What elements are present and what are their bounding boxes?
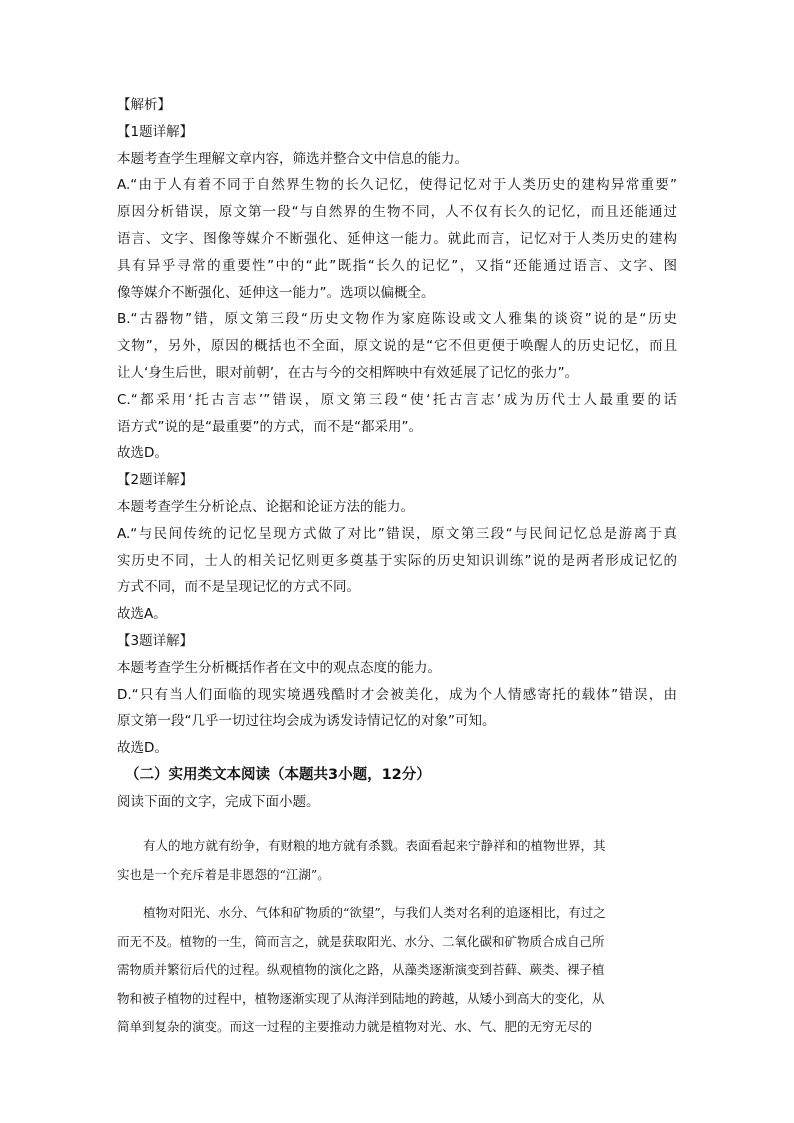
q2-line: 本题考查学生分析论点、论据和论证方法的能力。 xyxy=(117,498,414,515)
q3-header: 【3题详解】 xyxy=(117,632,194,649)
q3-answer: 故选D。 xyxy=(117,740,168,757)
q1-line: 语言、文字、图像等媒介不断强化、延伸这一能力。就此而言，记忆对于人类历史的建构 xyxy=(117,230,677,247)
q1-answer: 故选D。 xyxy=(117,445,168,462)
q1-header: 【1题详解】 xyxy=(117,123,194,140)
passage-line: 需物质并繁衍后代的过程。纵观植物的演化之路，从藻类逐渐演变到苔藓、蕨类、裸子植 xyxy=(117,962,605,977)
q1-line: A.“由于人有着不同于自然界生物的长久记忆，使得记忆对于人类历史的建构异常重要” xyxy=(117,177,677,194)
q1-line: 让人‘身生后世，眼对前朝’，在古与今的交相辉映中有效延展了记忆的张力”。 xyxy=(117,364,579,381)
passage-line: 有人的地方就有纷争，有财粮的地方就有杀戮。表面看起来宁静祥和的植物世界，其 xyxy=(143,838,606,853)
q1-line: 原因分析错误，原文第一段“与自然界的生物不同，人不仅有长久的记忆，而且还能通过 xyxy=(117,204,677,221)
q2-line: 实历史不同，士人的相关记忆则更多奠基于实际的历史知识训练”说的是两者形成记忆的 xyxy=(117,552,677,569)
reading-instruction: 阅读下面的文字，完成下面小题。 xyxy=(117,793,320,810)
passage-line: 植物对阳光、水分、气体和矿物质的“欲望”，与我们人类对名利的追逐相比，有过之 xyxy=(143,905,606,920)
q2-line: 方式不同，而不是呈现记忆的方式不同。 xyxy=(117,579,360,596)
passage-line: 物和被子植物的过程中，植物逐渐实现了从海洋到陆地的跨越，从矮小到高大的变化，从 xyxy=(117,990,605,1006)
q3-line: D.“只有当人们面临的现实境遇残酷时才会被美化，成为个人情感寄托的载体”错误，由 xyxy=(117,686,677,703)
reading-passage xyxy=(117,832,667,1042)
passage-line: 而无不及。植物的一生，简而言之，就是获取阳光、水分、二氧化碳和矿物质合成自己所 xyxy=(117,933,605,949)
q1-line: 具有异乎寻常的重要性”中的“此”既指“长久的记忆”，又指“还能通过语言、文字、图 xyxy=(117,257,677,274)
passage-line: 简单到复杂的演变。而这一过程的主要推动力就是植物对光、水、气、肥的无穷无尽的 xyxy=(117,1019,593,1034)
passage-line: 实也是一个充斥着是非恩怨的“江湖”。 xyxy=(117,866,330,882)
q1-line: 像等媒介不断强化、延伸这一能力”。选项以偏概全。 xyxy=(117,284,435,301)
q2-answer: 故选A。 xyxy=(117,606,167,623)
q1-line: 语方式”说的是“最重要”的方式，而不是“都采用”。 xyxy=(117,418,422,435)
q3-line: 原文第一段“几乎一切过往均会成为诱发诗情记忆的对象”可知。 xyxy=(117,713,496,730)
analysis-title: 【解析】 xyxy=(117,97,171,113)
q3-line: 本题考查学生分析概括作者在文中的观点态度的能力。 xyxy=(117,659,441,676)
section-heading: （二）实用类文本阅读（本题共3小题，12分） xyxy=(125,766,431,783)
q2-header: 【2题详解】 xyxy=(117,472,194,489)
q1-line: 文物”，另外，原因的概括也不全面，原文说的是“它不但更便于唤醒人的历史记忆，而且 xyxy=(117,338,677,355)
analysis-section xyxy=(117,92,677,816)
q1-line: C.“都采用‘托古言志’”错误，原文第三段“使‘托古言志’成为历代士人最重要的话 xyxy=(117,391,677,408)
q2-line: A.“与民间传统的记忆呈现方式做了对比”错误，原文第三段“与民间记忆总是游离于真 xyxy=(117,525,677,542)
q1-line: 本题考查学生理解文章内容，筛选并整合文中信息的能力。 xyxy=(117,150,468,167)
q1-line: B.“古器物”错，原文第三段“历史文物作为家庭陈设或文人雅集的谈资”说的是“历史 xyxy=(117,311,677,328)
